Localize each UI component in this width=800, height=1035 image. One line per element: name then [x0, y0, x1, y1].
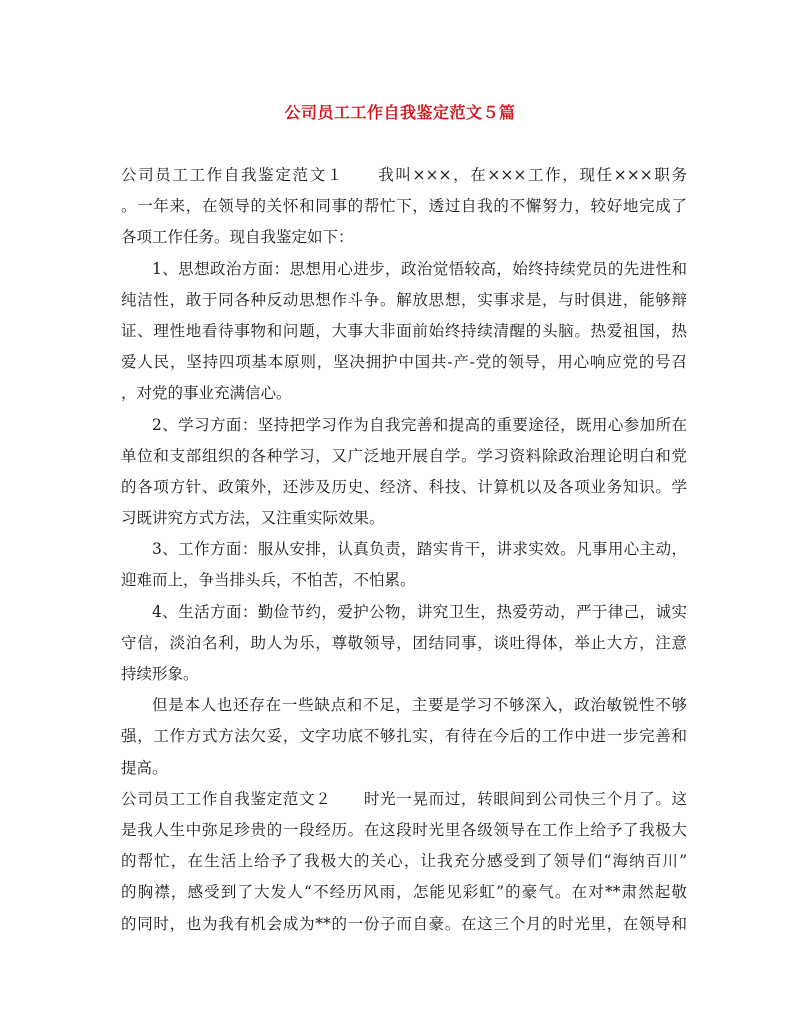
- text-line: 是我人生中弥足珍贵的一段经历。在这段时光里各级领导在工作上给予了我极大: [121, 820, 687, 839]
- document-title: 公司员工工作自我鉴定范文５篇: [284, 103, 516, 122]
- text-line: 提高。: [121, 758, 168, 777]
- text-line: 3、工作方面：服从安排，认真负责，踏实肯干，讲求实效。凡事用心主动，: [152, 540, 687, 559]
- text-line: 持续形象。: [121, 665, 199, 683]
- text-line: 强，工作方式方法欠妥，文字功底不够扎实，有待在今后的工作中进一步完善和: [121, 727, 687, 746]
- text-line: 证、理性地看待事物和问题，大事大非面前始终持续清醒的头脑。热爱祖国，热: [121, 321, 687, 340]
- text-line: 习既讲究方式方法，又注重实际效果。: [121, 509, 385, 528]
- text-line: 公司员工工作自我鉴定范文１ 我叫×××，在×××工作，现任×××职务: [121, 166, 687, 184]
- text-line: 但是本人也还存在一些缺点和不足，主要是学习不够深入，政治敏锐性不够: [152, 696, 687, 715]
- text-line: 守信，淡泊名利，助人为乐，尊敬领导，团结同事，谈吐得体，举止大方，注意: [121, 633, 687, 652]
- text-line: 4、生活方面：勤俭节约，爱护公物，讲究卫生，热爱劳动，严于律己，诚实: [152, 602, 687, 621]
- text-line: 。一年来，在领导的关怀和同事的帮忙下，透过自我的不懈努力，较好地完成了: [121, 197, 687, 216]
- text-line: 的各项方针、政策外，还涉及历史、经济、科技、计算机以及各项业务知识。学: [121, 477, 687, 496]
- text-line: 2、学习方面：坚持把学习作为自我完善和提高的重要途径，既用心参加所在: [152, 415, 687, 434]
- text-line: 的胸襟，感受到了大发人“不经历风雨，怎能见彩虹”的豪气。在对**肃然起敬: [121, 883, 687, 902]
- text-line: 的帮忙，在生活上给予了我极大的关心，让我充分感受到了领导们“海纳百川”: [121, 852, 687, 871]
- text-line: 迎难而上，争当排头兵，不怕苦，不怕累。: [121, 571, 416, 590]
- text-line: 1、思想政治方面：思想用心进步，政治觉悟较高，始终持续党员的先进性和: [152, 259, 687, 278]
- text-line: 单位和支部组织的各种学习，又广泛地开展自学。学习资料除政治理论明白和党: [121, 446, 687, 465]
- text-line: 的同时，也为我有机会成为**的一份子而自豪。在这三个月的时光里，在领导和: [121, 914, 687, 933]
- text-line: 公司员工工作自我鉴定范文２ 时光一晃而过，转眼间到公司快三个月了。这: [121, 789, 687, 808]
- text-line: 爱人民，坚持四项基本原则，坚决拥护中国共-产-党的领导，用心响应党的号召: [121, 353, 687, 372]
- text-line: ，对党的事业充满信心。: [121, 384, 292, 403]
- text-line: 各项工作任务。现自我鉴定如下：: [121, 228, 354, 247]
- document-body: [121, 160, 687, 940]
- text-line: 纯洁性，敢于同各种反动思想作斗争。解放思想，实事求是，与时俱进，能够辩: [121, 290, 687, 309]
